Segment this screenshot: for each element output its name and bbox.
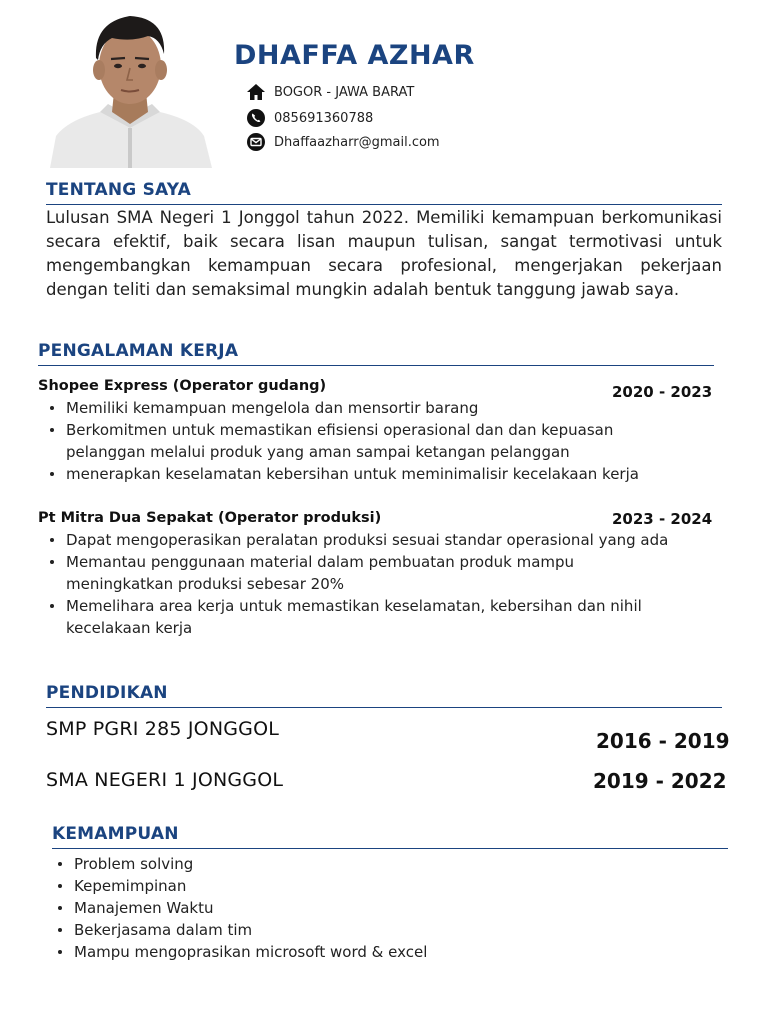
mail-icon	[246, 132, 266, 152]
skills-divider	[52, 848, 728, 849]
phone-text: 085691360788	[274, 110, 374, 126]
contact-email	[246, 132, 440, 152]
profile-photo	[48, 8, 212, 168]
education-heading: PENDIDIKAN	[46, 683, 168, 703]
skills-heading: KEMAMPUAN	[52, 824, 179, 844]
email-text: Dhaffaazharr@gmail.com	[274, 134, 440, 150]
job-period: 2023 - 2024	[612, 510, 713, 528]
list-item: Dapat mengoperasikan peralatan produksi sesuai standar operasional yang ada	[38, 529, 678, 551]
job-title: Pt Mitra Dua Sepakat (Operator produksi)	[38, 510, 382, 526]
school-period: 2019 - 2022	[593, 769, 727, 793]
job-title: Shopee Express (Operator gudang)	[38, 378, 327, 394]
list-item: Memiliki kemampuan mengelola dan mensortir barang	[38, 397, 678, 419]
list-item: Manajemen Waktu	[46, 897, 706, 919]
full-name: DHAFFA AZHAR	[234, 40, 475, 71]
about-divider	[46, 204, 722, 205]
contact-phone	[246, 108, 373, 128]
list-item: Memelihara area kerja untuk memastikan keselamatan, kebersihan dan nihil kecelakaan kerja	[38, 595, 678, 639]
list-item: Kepemimpinan	[46, 875, 706, 897]
list-item: Bekerjasama dalam tim	[46, 919, 706, 941]
skills-list	[46, 853, 706, 963]
list-item: menerapkan keselamatan kebersihan untuk meminimalisir kecelakaan kerja	[38, 463, 678, 485]
list-item: Problem solving	[46, 853, 706, 875]
phone-icon	[246, 108, 266, 128]
education-divider	[46, 707, 722, 708]
list-item: Mampu mengoprasikan microsoft word & excel	[46, 941, 706, 963]
experience-heading: PENGALAMAN KERJA	[38, 341, 239, 361]
list-item: Memantau penggunaan material dalam pembuatan produk mampu meningkatkan produksi sebesar 20%	[38, 551, 678, 595]
location-text: BOGOR - JAWA BARAT	[274, 84, 415, 100]
job-duties-list	[38, 529, 678, 639]
experience-divider	[38, 365, 714, 366]
school-name: SMP PGRI 285 JONGGOL	[46, 718, 280, 740]
list-item: Berkomitmen untuk memastikan efisiensi operasional dan dan kepuasan pelanggan melalui produk yang aman sampai ketangan pelanggan	[38, 419, 678, 463]
contact-location	[246, 82, 414, 102]
job-duties-list	[38, 397, 678, 485]
about-heading: TENTANG SAYA	[46, 180, 191, 200]
profile-photo-illustration	[48, 8, 212, 168]
about-text: Lulusan SMA Negeri 1 Jonggol tahun 2022. Memiliki kemampuan berkomunikasi secara efektif, baik secara lisan maupun tulisan, sangat termotivasi untuk mengembangkan kemampuan secara profesional, mengerjakan pekerjaan dengan teliti dan semaksimal mungkin adalah bentuk tanggung jawab saya.	[46, 208, 722, 299]
school-period: 2016 - 2019	[596, 729, 730, 753]
home-icon	[246, 82, 266, 102]
school-name: SMA NEGERI 1 JONGGOL	[46, 769, 284, 791]
job-period: 2020 - 2023	[612, 383, 713, 401]
